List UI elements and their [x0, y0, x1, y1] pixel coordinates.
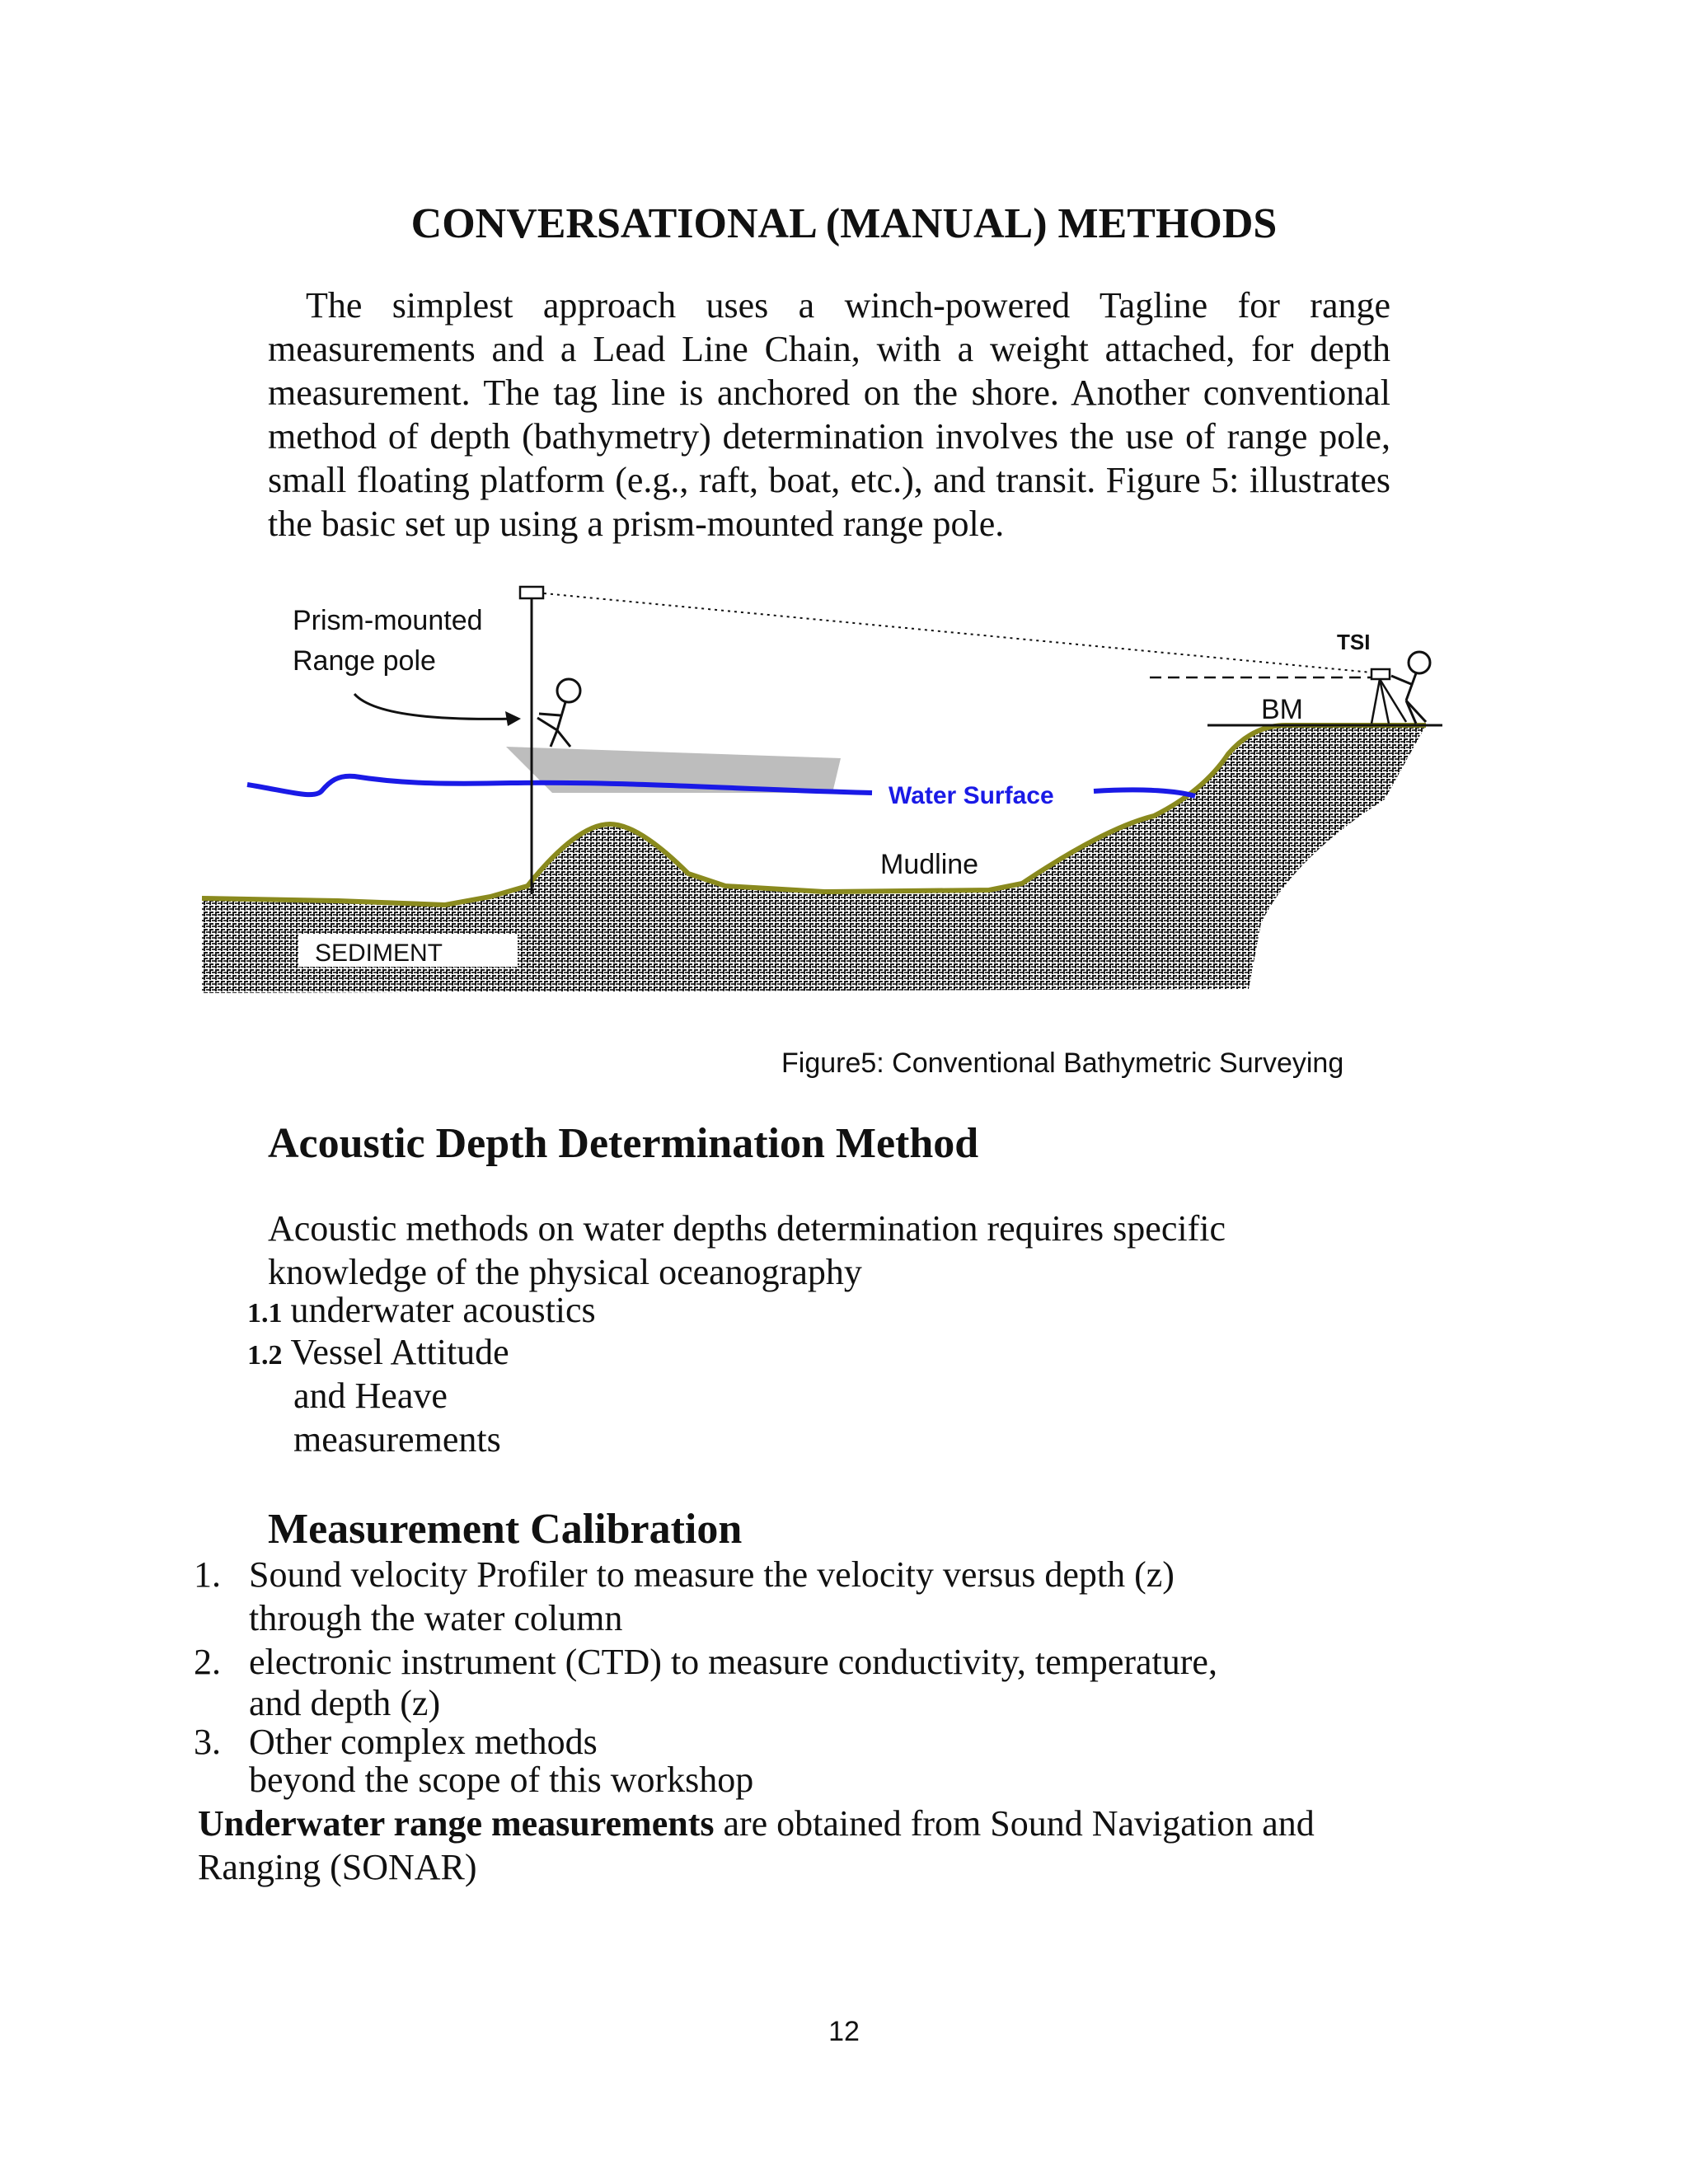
intro-paragraph: The simplest approach uses a winch-powered Tagline for range measurements and a Lead Line Chain, with a weight attached, for depth measurement. The tag line is anchored on the shore. Another conventional method of depth (bathymetry) determination involves the use of range pole, small floating platform (e.g., raft, boat, etc.), and transit. Figure 5: illustrates the basic set up using a prism-mounted range pole.	[268, 285, 1390, 544]
calibration-heading: Measurement Calibration	[268, 1506, 743, 1553]
acoustic-item-text: underwater acoustics	[290, 1290, 596, 1330]
page-number: 12	[828, 2016, 860, 2047]
acoustic-item-number: 1.1	[247, 1298, 283, 1329]
list-item-line: and depth (z)	[249, 1683, 441, 1723]
prism-label-line2: Range pole	[293, 645, 436, 677]
list-item	[194, 1553, 1348, 1640]
acoustic-line2: knowledge of the physical oceanography	[268, 1252, 862, 1292]
acoustic-item	[247, 1330, 509, 1377]
bm-label: BM	[1261, 694, 1303, 725]
prism-arrow	[354, 694, 516, 719]
water-surface-label: Water Surface	[889, 782, 1054, 809]
acoustic-item	[247, 1288, 596, 1335]
prism-label-line1: Prism-mounted	[293, 605, 483, 636]
tsi-label: TSI	[1337, 630, 1371, 654]
underwater-line2: Ranging (SONAR)	[198, 1847, 477, 1887]
sediment-label: SEDIMENT	[315, 940, 443, 967]
prism	[520, 587, 543, 598]
acoustic-heading: Acoustic Depth Determination Method	[268, 1120, 979, 1167]
figure-caption: Figure5: Conventional Bathymetric Surveying	[781, 1047, 1344, 1079]
list-number: 2.	[194, 1642, 221, 1682]
acoustic-line1: Acoustic methods on water depths determination requires specific	[268, 1208, 1226, 1249]
list-number: 1.	[194, 1554, 221, 1595]
water-surface-line-right	[1094, 790, 1195, 796]
acoustic-item-text: Vessel Attitude	[290, 1332, 509, 1372]
list-item	[194, 1640, 1348, 1723]
acoustic-item-continuation: and Heave	[293, 1376, 448, 1416]
prism-arrow-head	[505, 711, 521, 726]
sight-line	[544, 593, 1389, 674]
list-item-line: beyond the scope of this workshop	[249, 1760, 754, 1800]
list-item-line: electronic instrument (CTD) to measure conductivity, temperature,	[249, 1642, 1217, 1682]
bathymetry-figure	[198, 577, 1451, 1005]
underwater-rest: are obtained from Sound Navigation and	[714, 1803, 1315, 1844]
acoustic-item-number: 1.2	[247, 1340, 283, 1371]
page-title: CONVERSATIONAL (MANUAL) METHODS	[410, 200, 1278, 247]
list-item-line: through the water column	[249, 1598, 623, 1638]
list-item-line: Other complex methods	[249, 1722, 598, 1762]
surveyor-person	[1391, 652, 1430, 724]
calibration-list	[194, 1553, 1348, 1799]
underwater-line1	[198, 1802, 1315, 1845]
list-item	[194, 1723, 1348, 1799]
mudline-label: Mudline	[880, 849, 979, 880]
list-item-line: Sound velocity Profiler to measure the velocity versus depth (z)	[249, 1554, 1175, 1595]
boat-person	[537, 679, 580, 747]
total-station	[1372, 669, 1406, 724]
acoustic-item-continuation: measurements	[293, 1419, 501, 1460]
list-number: 3.	[194, 1722, 221, 1762]
underwater-bold: Underwater range measurements	[198, 1803, 715, 1844]
